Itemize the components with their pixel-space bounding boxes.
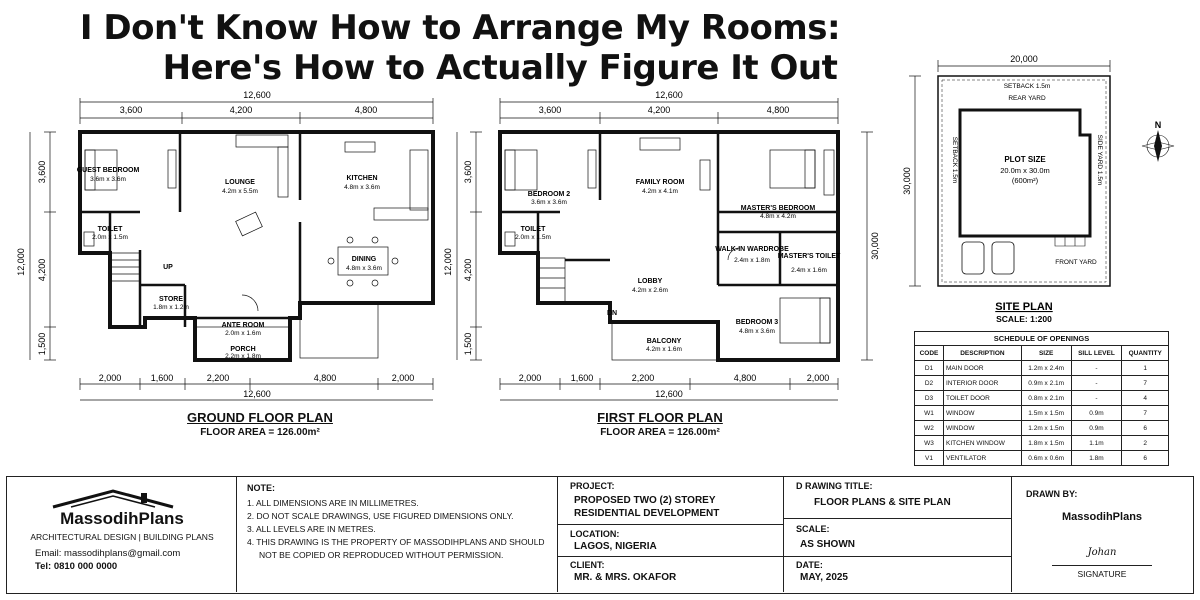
schedule-header-cell: CODE: [915, 346, 944, 361]
first-floor-plan: [443, 90, 880, 400]
gf-top-overall-dim: 12,600: [243, 90, 271, 100]
schedule-row: [915, 436, 1169, 451]
gf-room-toilet-size: 2.0m x 1.5m: [92, 234, 128, 241]
ff-bottom-dim-2: 1,600: [570, 373, 594, 383]
ff-room-masters-bedroom-size: 4.8m x 4.2m: [760, 213, 796, 220]
drawing-title-value: FLOOR PLANS & SITE PLAN: [814, 497, 951, 508]
ff-room-bedroom-2: BEDROOM 2: [527, 191, 571, 198]
gf-room-guest-bedroom-size: 3.6m x 3.6m: [90, 176, 126, 183]
schedule-row: [915, 406, 1169, 421]
schedule-cell: W1: [915, 406, 944, 421]
schedule-cell: D1: [915, 361, 944, 376]
gf-room-porch-size: 2.2m x 1.8m: [225, 353, 261, 360]
note-3: 3. ALL LEVELS ARE IN METRES.: [247, 524, 376, 534]
ff-side-overall-dim: 12,000: [443, 248, 453, 276]
schedule-cell: D2: [915, 376, 944, 391]
drawing-title-label: D RAWING TITLE:: [796, 481, 873, 491]
site-plot-area: (600m²): [1011, 176, 1039, 185]
project-label: PROJECT:: [570, 481, 615, 491]
gf-room-lounge-size: 4.2m x 5.5m: [222, 188, 258, 195]
ff-room-balcony: BALCONY: [646, 338, 682, 345]
date-value: MAY, 2025: [800, 572, 848, 583]
site-plan: [902, 54, 1174, 324]
gf-room-ante-room: ANTE ROOM: [221, 322, 265, 329]
schedule-cell: 1.2m x 2.4m: [1021, 361, 1071, 376]
ff-room-family-room-size: 4.2m x 4.1m: [642, 188, 678, 195]
schedule-title: SCHEDULE OF OPENINGS: [914, 331, 1169, 345]
title-block-logo-cell: [7, 477, 237, 592]
ff-room-toilet-size: 2.0m x 1.5m: [515, 234, 551, 241]
site-plan-scale: SCALE: 1:200: [996, 314, 1052, 324]
ff-room-bedroom-2-size: 3.6m x 3.6m: [531, 199, 567, 206]
schedule-cell: 2: [1122, 436, 1169, 451]
note-2: 2. DO NOT SCALE DRAWINGS, USE FIGURED DIMENSIONS ONLY.: [247, 511, 514, 521]
ff-side-dim-2: 4,200: [463, 258, 473, 282]
gf-room-porch: PORCH: [230, 346, 256, 353]
ff-bottom-overall-dim: 12,600: [655, 389, 683, 399]
north-label: N: [1154, 120, 1162, 130]
gf-bottom-dim-2: 1,600: [150, 373, 174, 383]
schedule-cell: 4: [1122, 391, 1169, 406]
gf-room-lounge: LOUNGE: [225, 179, 255, 186]
ff-room-masters-toilet-size: 2.4m x 1.6m: [791, 267, 827, 274]
ff-room-bedroom-3: BEDROOM 3: [735, 319, 779, 326]
schedule-row: [915, 451, 1169, 466]
schedule-cell: 1.2m x 1.5m: [1021, 421, 1071, 436]
schedule-cell: 0.9m x 2.1m: [1021, 376, 1071, 391]
scale-value: AS SHOWN: [800, 539, 855, 550]
logo-wordmark: MassodihPlans: [60, 509, 184, 528]
schedule-row: [915, 391, 1169, 406]
gf-room-ante-room-size: 2.0m x 1.6m: [225, 330, 261, 337]
scale-label: SCALE:: [796, 524, 830, 534]
schedule-cell: V1: [915, 451, 944, 466]
gf-top-dim-3: 4,800: [354, 105, 378, 115]
date-label: DATE:: [796, 560, 823, 570]
gf-room-kitchen-size: 4.8m x 3.6m: [344, 184, 380, 191]
headline-line-2: Here's How to Actually Figure It Out: [162, 48, 838, 88]
schedule-header-cell: SILL LEVEL: [1071, 346, 1122, 361]
schedule-cell: 1: [1122, 361, 1169, 376]
project-cell: [557, 477, 784, 592]
site-setback-left: SETBACK 1.5m: [951, 136, 958, 184]
gf-room-dining: DINING: [351, 256, 377, 263]
drawn-by-value: MassodihPlans: [1061, 511, 1143, 523]
site-setback-top: SETBACK 1.5m: [1003, 83, 1051, 90]
house-roof-logo-icon: [43, 487, 193, 509]
schedule-cell: INTERIOR DOOR: [943, 376, 1021, 391]
notes-cell: [247, 483, 552, 589]
ff-room-lobby-size: 4.2m x 2.6m: [632, 287, 668, 294]
logo-tagline: ARCHITECTURAL DESIGN | BUILDING PLANS: [30, 532, 214, 542]
ff-bottom-dim-5: 2,000: [806, 373, 830, 383]
schedule-cell: 1.1m: [1071, 436, 1122, 451]
ff-side-dim-3: 1,500: [463, 332, 473, 356]
client-value: MR. & MRS. OKAFOR: [574, 572, 677, 583]
gf-room-guest-bedroom: GUEST BEDROOM: [76, 167, 140, 174]
schedule-cell: 6: [1122, 421, 1169, 436]
north-arrow-icon: [1142, 130, 1174, 162]
ff-room-walk-in-wardrobe-size: 2.4m x 1.8m: [734, 257, 770, 264]
project-line-1: PROPOSED TWO (2) STOREY: [574, 495, 716, 506]
schedule-cell: VENTILATOR: [943, 451, 1021, 466]
ff-room-family-room: FAMILY ROOM: [635, 179, 685, 186]
site-height-dim: 30,000: [902, 167, 912, 195]
schedule-cell: WINDOW: [943, 421, 1021, 436]
client-label: CLIENT:: [570, 560, 605, 570]
schedule-header-cell: SIZE: [1021, 346, 1071, 361]
schedule-cell: -: [1071, 376, 1122, 391]
title-block: [6, 476, 1194, 594]
gf-bottom-dim-1: 2,000: [98, 373, 122, 383]
ff-room-toilet: TOILET: [520, 226, 546, 233]
ff-top-dim-1: 3,600: [538, 105, 562, 115]
gf-area: FLOOR AREA = 126.00m²: [200, 427, 320, 438]
gf-caption: GROUND FLOOR PLAN: [187, 410, 333, 425]
ff-side-dim-1: 3,600: [463, 160, 473, 184]
note-1: 1. ALL DIMENSIONS ARE IN MILLIMETRES.: [247, 498, 419, 508]
ff-top-dim-3: 4,800: [766, 105, 790, 115]
site-plot-label: PLOT SIZE: [1004, 155, 1046, 164]
schedule-cell: 0.9m: [1071, 421, 1122, 436]
schedule-cell: 1.8m x 1.5m: [1021, 436, 1071, 451]
signature-label: SIGNATURE: [1077, 569, 1127, 579]
schedule-cell: 7: [1122, 376, 1169, 391]
gf-bottom-dim-4: 4,800: [313, 373, 337, 383]
schedule-cell: TOILET DOOR: [943, 391, 1021, 406]
gf-room-kitchen: KITCHEN: [346, 175, 378, 182]
gf-side-overall-dim: 12,000: [16, 248, 26, 276]
gf-side-dim-3: 1,500: [37, 332, 47, 356]
ground-floor-plan: [16, 90, 433, 400]
schedule-cell: MAIN DOOR: [943, 361, 1021, 376]
ff-room-masters-bedroom: MASTER'S BEDROOM: [740, 205, 816, 212]
signature-mark: Johan: [1087, 547, 1117, 558]
site-setback-right: SIDE YARD 1.5m: [1096, 134, 1103, 186]
ff-caption: FIRST FLOOR PLAN: [597, 410, 723, 425]
site-plot-dims: 20.0m x 30.0m: [1000, 166, 1050, 175]
schedule-cell: WINDOW: [943, 406, 1021, 421]
headline-line-1: I Don't Know How to Arrange My Rooms:: [79, 8, 841, 48]
schedule-header-cell: DESCRIPTION: [943, 346, 1021, 361]
schedule-cell: -: [1071, 361, 1122, 376]
contact-phone: Tel: 0810 000 0000: [35, 561, 118, 572]
schedule-cell: W3: [915, 436, 944, 451]
gf-side-dim-2: 4,200: [37, 258, 47, 282]
schedule-cell: KITCHEN WINDOW: [943, 436, 1021, 451]
schedule-of-openings-table: [914, 331, 1169, 466]
ff-room-balcony-size: 4.2m x 1.6m: [646, 346, 682, 353]
gf-room-dining-size: 4.8m x 3.6m: [346, 265, 382, 272]
gf-top-dim-2: 4,200: [229, 105, 253, 115]
schedule-cell: 1.5m x 1.5m: [1021, 406, 1071, 421]
site-width-dim: 20,000: [1010, 54, 1038, 64]
schedule-cell: 6: [1122, 451, 1169, 466]
schedule-cell: 1.8m: [1071, 451, 1122, 466]
gf-room-store-size: 1.8m x 1.2m: [153, 304, 189, 311]
schedule-row: [915, 421, 1169, 436]
schedule-row: [915, 361, 1169, 376]
ff-bottom-dim-1: 2,000: [518, 373, 542, 383]
ff-room-walk-in-wardrobe: WALK-IN WARDROBE: [715, 246, 789, 253]
ff-room-masters-toilet: MASTER'S TOILET: [777, 253, 841, 260]
gf-room-store: STORE: [159, 296, 183, 303]
contact-email: Email: massodihplans@gmail.com: [35, 548, 181, 559]
ff-bottom-dim-3: 2,200: [631, 373, 655, 383]
schedule-cell: 0.6m x 0.6m: [1021, 451, 1071, 466]
drawn-by-cell: [1012, 477, 1192, 592]
gf-top-dim-1: 3,600: [119, 105, 143, 115]
drawn-by-label: DRAWN BY:: [1026, 489, 1078, 499]
notes-label: NOTE:: [247, 483, 275, 493]
schedule-cell: 0.8m x 2.1m: [1021, 391, 1071, 406]
gf-bottom-overall-dim: 12,600: [243, 389, 271, 399]
gf-room-toilet: TOILET: [97, 226, 123, 233]
gf-bottom-dim-5: 2,000: [391, 373, 415, 383]
schedule-cell: -: [1071, 391, 1122, 406]
schedule-header-row: [915, 346, 1169, 361]
site-plan-caption: SITE PLAN: [995, 301, 1053, 313]
ff-room-bedroom-3-size: 4.8m x 3.6m: [739, 328, 775, 335]
ff-stair-down-label: DN: [606, 310, 618, 317]
schedule-cell: 7: [1122, 406, 1169, 421]
ff-area: FLOOR AREA = 126.00m²: [600, 427, 720, 438]
site-rear-yard: REAR YARD: [1008, 95, 1046, 102]
project-line-2: RESIDENTIAL DEVELOPMENT: [574, 508, 720, 519]
ff-room-lobby: LOBBY: [637, 278, 663, 285]
schedule-cell: 0.9m: [1071, 406, 1122, 421]
ff-top-overall-dim: 12,600: [655, 90, 683, 100]
ff-top-dim-2: 4,200: [647, 105, 671, 115]
note-5: NOT BE COPIED OR REPRODUCED WITHOUT PERMISSION.: [259, 550, 504, 560]
location-label: LOCATION:: [570, 529, 620, 539]
ff-right-dim: 30,000: [870, 232, 880, 260]
site-front-yard: FRONT YARD: [1055, 259, 1097, 266]
drawing-info-cell: [784, 477, 1012, 592]
note-4: 4. THIS DRAWING IS THE PROPERTY OF MASSODIHPLANS AND SHOULD: [247, 537, 545, 547]
schedule-row: [915, 376, 1169, 391]
schedule-cell: W2: [915, 421, 944, 436]
gf-stair-up-label: UP: [163, 264, 173, 271]
gf-side-dim-1: 3,600: [37, 160, 47, 184]
schedule-header-cell: QUANTITY: [1122, 346, 1169, 361]
location-value: LAGOS, NIGERIA: [574, 541, 657, 552]
ff-bottom-dim-4: 4,800: [733, 373, 757, 383]
schedule-cell: D3: [915, 391, 944, 406]
gf-bottom-dim-3: 2,200: [206, 373, 230, 383]
